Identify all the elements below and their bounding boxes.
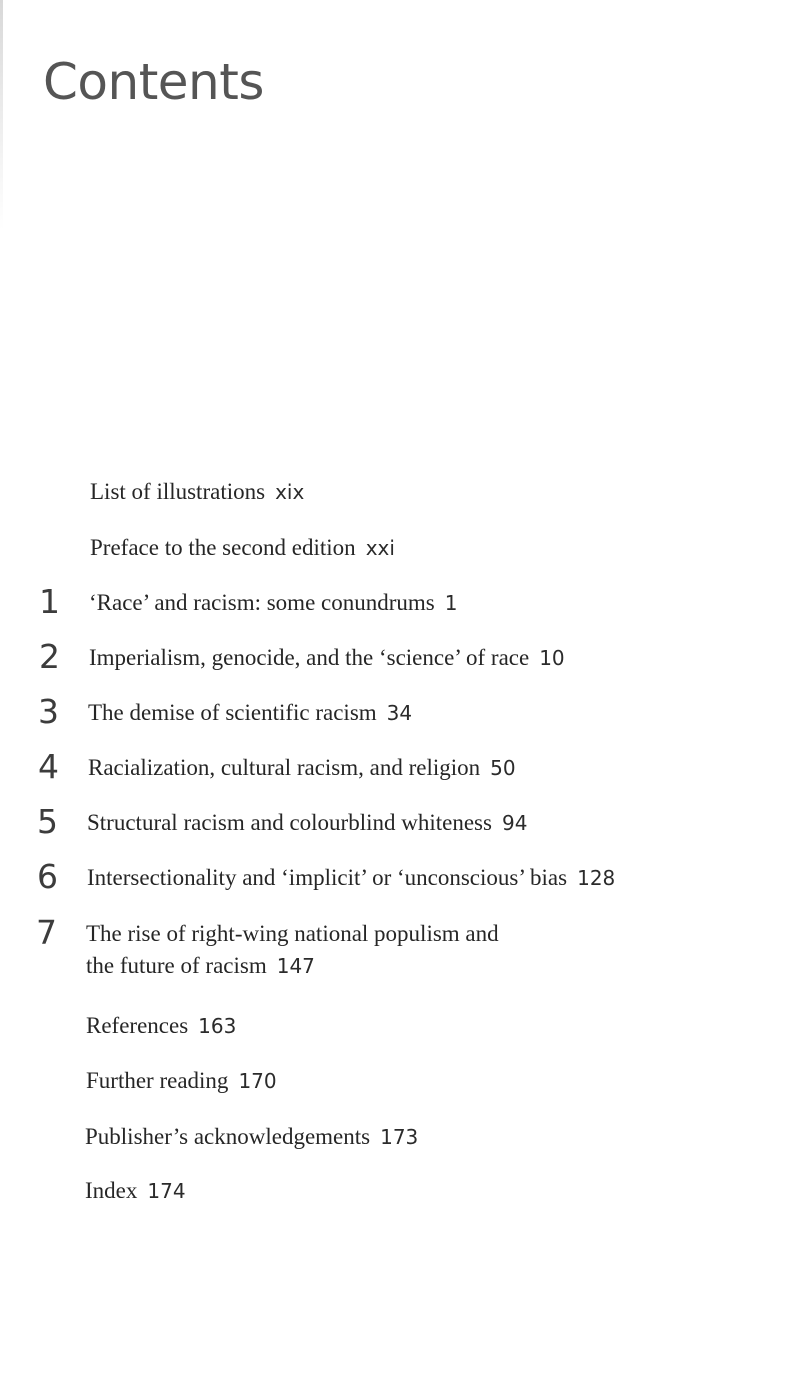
toc-entry-title-line-2: the future of racism	[86, 953, 267, 978]
toc-entry-title: Imperialism, genocide, and the ‘science’ of race	[89, 645, 530, 670]
toc-entry-title-line-1: The rise of right-wing national populism and	[86, 921, 499, 946]
toc-entry-chapter-2[interactable]	[39, 637, 565, 676]
toc-entry-title: Publisher’s acknowledgements	[85, 1124, 371, 1149]
toc-entry-title: List of illustrations	[90, 479, 266, 504]
toc-entry-further-reading[interactable]	[86, 1065, 277, 1097]
toc-entry-preface[interactable]	[90, 532, 395, 564]
toc-entry-page: 94	[501, 811, 528, 835]
toc-entry-title: Racialization, cultural racism, and religion	[88, 755, 481, 780]
toc-entry-page: 174	[147, 1179, 186, 1203]
toc-entry-index[interactable]	[85, 1175, 186, 1207]
toc-entry-page: xix	[275, 480, 305, 504]
toc-entry-title: Index	[85, 1178, 138, 1203]
toc-entry-title: Intersectionality and ‘implicit’ or ‘unconscious’ bias	[87, 865, 568, 890]
toc-entry-title: ‘Race’ and racism: some conundrums	[89, 590, 435, 615]
toc-entry-page: 10	[539, 646, 565, 670]
page-title: Contents	[43, 53, 264, 111]
toc-entry-title: References	[86, 1013, 189, 1038]
chapter-number: 4	[38, 747, 59, 786]
toc-entry-chapter-3[interactable]	[38, 692, 413, 731]
chapter-number: 3	[38, 692, 59, 731]
toc-entry-publishers-acknowledgements[interactable]	[85, 1121, 418, 1153]
toc-entry-title: The demise of scientific racism	[88, 700, 377, 725]
toc-entry-page: 163	[198, 1014, 237, 1038]
toc-entry-page: 50	[490, 756, 516, 780]
toc-entry-references[interactable]	[86, 1010, 236, 1042]
toc-entry-list-of-illustrations[interactable]	[90, 476, 304, 508]
chapter-number: 1	[39, 582, 60, 621]
toc-entry-title: Preface to the second edition	[90, 535, 356, 560]
toc-entry-page: 34	[386, 701, 413, 725]
chapter-number: 6	[37, 857, 58, 896]
toc-entry-chapter-6[interactable]	[37, 857, 616, 896]
toc-entry-chapter-5[interactable]	[37, 802, 528, 841]
toc-entry-page: 170	[238, 1069, 277, 1093]
toc-entry-page: 128	[577, 866, 616, 890]
toc-entry-page: 173	[380, 1125, 419, 1149]
toc-entry-chapter-4[interactable]	[38, 747, 516, 786]
chapter-number: 5	[37, 802, 58, 841]
toc-entry-page: 147	[276, 954, 315, 978]
toc-entry-page: xxi	[365, 536, 395, 560]
toc-entry-page: 1	[444, 591, 458, 615]
toc-entry-title: Further reading	[86, 1068, 229, 1093]
chapter-number: 7	[36, 913, 57, 952]
chapter-number: 2	[39, 637, 60, 676]
toc-entry-chapter-1[interactable]	[39, 582, 458, 621]
toc-entry-chapter-7[interactable]	[36, 913, 499, 982]
toc-entry-title: Structural racism and colourblind whiteness	[87, 810, 492, 835]
